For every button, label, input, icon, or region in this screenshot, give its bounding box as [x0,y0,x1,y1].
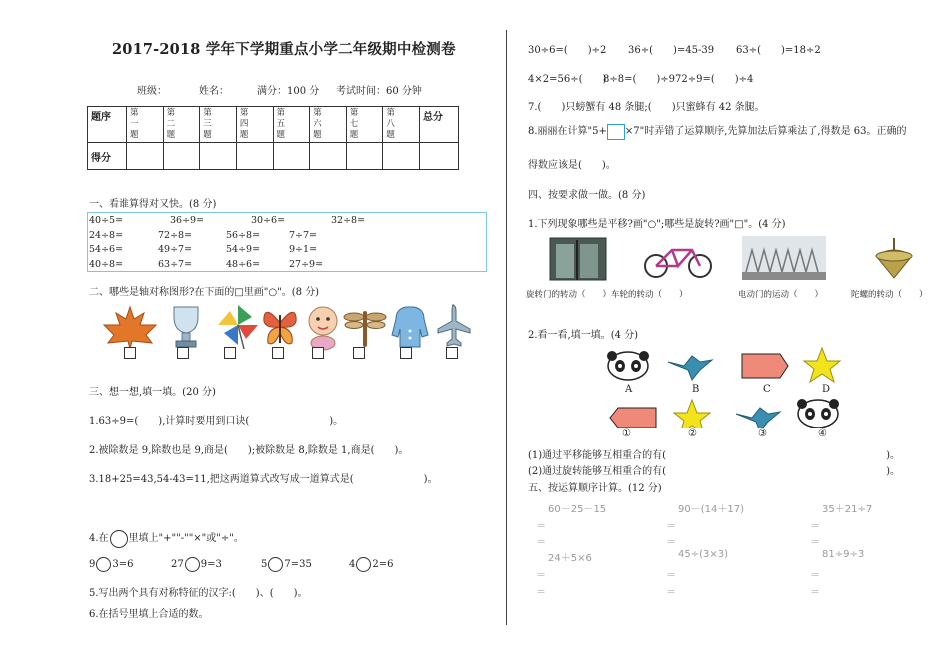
circle-blank-icon [110,530,128,548]
calc-item: 72÷8= [158,230,193,241]
flag-shape-icon [742,354,788,378]
butterfly-icon [264,312,296,344]
col-q1: 第一题 [127,107,164,143]
op-item: 4 2=6 [349,559,394,570]
equals-sign: ＝ [666,587,676,598]
fill-eq: 36÷( )=45-39 [628,45,715,56]
question-4-1: 1.下列现象哪些是平移?画"○";哪些是旋转?画"□"。(4 分) [528,219,786,230]
calc-item: 54÷9= [226,244,261,255]
baby-icon [309,307,337,350]
op-item: 5 7=35 [261,559,312,570]
fill-eq: 72÷9=( )÷4 [675,74,754,85]
score-cell[interactable] [346,143,383,170]
expr-4: 24＋5×6 [548,553,592,564]
label-b: B [692,384,700,395]
bird-icon [736,408,780,428]
mental-calc-box [87,212,487,272]
calc-item: 30÷6= [251,215,286,226]
score-cell[interactable] [163,143,200,170]
pinwheel-icon [218,305,258,349]
col-q8: 第八题 [383,107,420,143]
fill-eq: 4×2=56÷( ) [528,74,607,85]
answer-box[interactable] [124,347,136,359]
trophy-icon [174,307,198,347]
revolving-door-icon [550,238,606,280]
calc-item: 63÷7= [158,259,193,270]
question-3-8-cont: 得数应该是( )。 [528,160,616,171]
operator-circle[interactable] [96,557,111,572]
score-cell[interactable] [383,143,420,170]
question-3-1: 1.63÷9=( ),计算时要用到口诀( )。 [89,416,344,427]
caption-gate: 电动门的运动（ ） [738,290,824,300]
fill-rotation: (2)通过旋转能够互相重合的有( )。 [528,466,900,477]
expr-3: 35＋21÷7 [822,504,873,515]
score-cell[interactable] [200,143,237,170]
star-icon [804,348,840,382]
answer-box[interactable] [353,347,365,359]
operator-circle[interactable] [268,557,283,572]
section1-heading: 一、看谁算得对又快。(8 分) [89,199,217,210]
symmetry-figures [100,303,480,351]
caption-wheel: 车轮的转动（ ） [611,290,688,300]
col-q2: 第二题 [163,107,200,143]
operator-circle[interactable] [356,557,371,572]
name-label: 姓名： [199,86,229,97]
calc-item: 49÷7= [158,244,193,255]
fill-eq: 8÷8=( )÷9 [603,74,676,85]
calc-item: 40÷8= [89,259,124,270]
score-cell[interactable] [236,143,273,170]
equals-sign: ＝ [536,537,546,548]
calc-item: 40÷5= [89,215,124,226]
question-3-6: 6.在括号里填上合适的数。 [89,609,209,620]
label-3: ③ [758,428,767,439]
answer-box[interactable] [272,347,284,359]
electric-gate-icon [742,236,826,280]
op-item: 9 3=6 [89,559,134,570]
col-q5: 第五题 [273,107,310,143]
col-q7: 第七题 [346,107,383,143]
star-icon [674,400,710,428]
column-divider [506,30,507,625]
score-cell[interactable] [310,143,347,170]
answer-box[interactable] [177,347,189,359]
equals-sign: ＝ [536,587,546,598]
section3-heading: 三、想一想,填一填。(20 分) [89,387,216,398]
class-label: 班级： [137,86,167,97]
equals-sign: ＝ [666,521,676,532]
equals-sign: ＝ [810,570,820,581]
exam-time: 考试时间：60 分钟 [336,86,422,97]
op-item: 27 9=3 [171,559,222,570]
answer-box[interactable] [224,347,236,359]
expr-5: 45÷(3×3) [678,549,729,560]
question-3-5: 5.写出两个具有对称特征的汉字:( )、( )。 [89,588,308,599]
calc-item: 56÷8= [226,230,261,241]
panda-icon [797,399,839,428]
raincoat-icon [392,307,428,347]
caption-top: 陀螺的转动（ ） [851,290,928,300]
label-4: ④ [818,428,827,439]
col-total: 总分 [420,107,459,143]
page-title: 2017-2018 学年下学期重点小学二年级期中检测卷 [112,41,456,58]
airplane-icon [438,305,470,346]
question-3-4 [89,529,244,548]
full-score: 满分：100 分 [257,86,320,97]
calc-item: 24÷8= [89,230,124,241]
question-3-2: 2.被除数是 9,除数也是 9,商是( );被除数是 8,除数是 1,商是( )。 [89,445,409,456]
fill-eq: 63÷( )=18÷2 [736,45,821,56]
answer-box[interactable] [446,347,458,359]
spinning-top-icon [876,238,912,278]
label-a: A [625,384,633,395]
dragonfly-icon [344,311,386,347]
equals-sign: ＝ [536,521,546,532]
q4-suffix: 里填上"+""-""×"或"÷"。 [128,533,244,544]
row-head-order: 题序 [88,107,127,143]
bicycle-icon [645,250,711,277]
answer-box[interactable] [312,347,324,359]
calc-item: 7÷7= [289,230,318,241]
col-q3: 第三题 [200,107,237,143]
blue-blank-box[interactable] [607,124,625,140]
label-2: ② [688,428,697,439]
expr-6: 81÷9÷3 [822,549,865,560]
section5-heading: 五、按运算顺序计算。(12 分) [528,483,662,494]
score-cell[interactable] [420,143,459,170]
equals-sign: ＝ [810,537,820,548]
label-c: C [763,384,771,395]
bird-icon [668,356,712,380]
panda-icon [607,351,649,380]
equals-sign: ＝ [536,570,546,581]
shape-figures [600,346,850,428]
question-4-2: 2.看一看,填一填。(4 分) [528,330,639,341]
operator-circle[interactable] [185,557,200,572]
equals-sign: ＝ [810,521,820,532]
motion-photos [548,236,938,282]
expr-2: 90－(14＋17) [678,504,744,515]
label-d: D [822,384,831,395]
calc-item: 36÷9= [170,215,205,226]
equals-sign: ＝ [810,587,820,598]
answer-box[interactable] [400,347,412,359]
calc-item: 48÷6= [226,259,261,270]
equals-sign: ＝ [666,570,676,581]
calc-item: 9÷1= [289,244,318,255]
maple-leaf-icon [104,307,156,349]
label-1: ① [622,428,631,439]
calc-item: 27÷9= [289,259,324,270]
score-cell[interactable] [273,143,310,170]
caption-revolving-door: 旋转门的转动（ ） [526,290,612,300]
fill-eq: 30÷6=( )÷2 [528,45,607,56]
col-q6: 第六题 [310,107,347,143]
expr-1: 60－25－15 [548,504,607,515]
fill-translation: (1)通过平移能够互相重合的有( )。 [528,450,900,461]
row-head-score: 得分 [88,143,127,170]
score-cell[interactable] [127,143,164,170]
question-3-8: 8.丽丽在计算"5+ ×7"时弄错了运算顺序,先算加法后算乘法了,得数是 63。正确的 [528,122,907,140]
question-3-7: 7.( )只螃蟹有 48 条腿;( )只蜜蜂有 42 条腿。 [528,102,765,113]
question-3-3: 3.18+25=43,54-43=11,把这两道算式改写成一道算式是( )。 [89,474,438,485]
section2-heading: 二、哪些是轴对称图形?在下面的□里画"○"。(8 分) [89,287,320,298]
calc-item: 54÷6= [89,244,124,255]
section4-heading: 四、按要求做一做。(8 分) [528,190,646,201]
q4-prefix: 4.在 [89,533,109,544]
col-q4: 第四题 [236,107,273,143]
flag-shape-icon [610,408,656,428]
equals-sign: ＝ [666,537,676,548]
score-table [87,106,459,170]
calc-item: 32÷8= [331,215,366,226]
